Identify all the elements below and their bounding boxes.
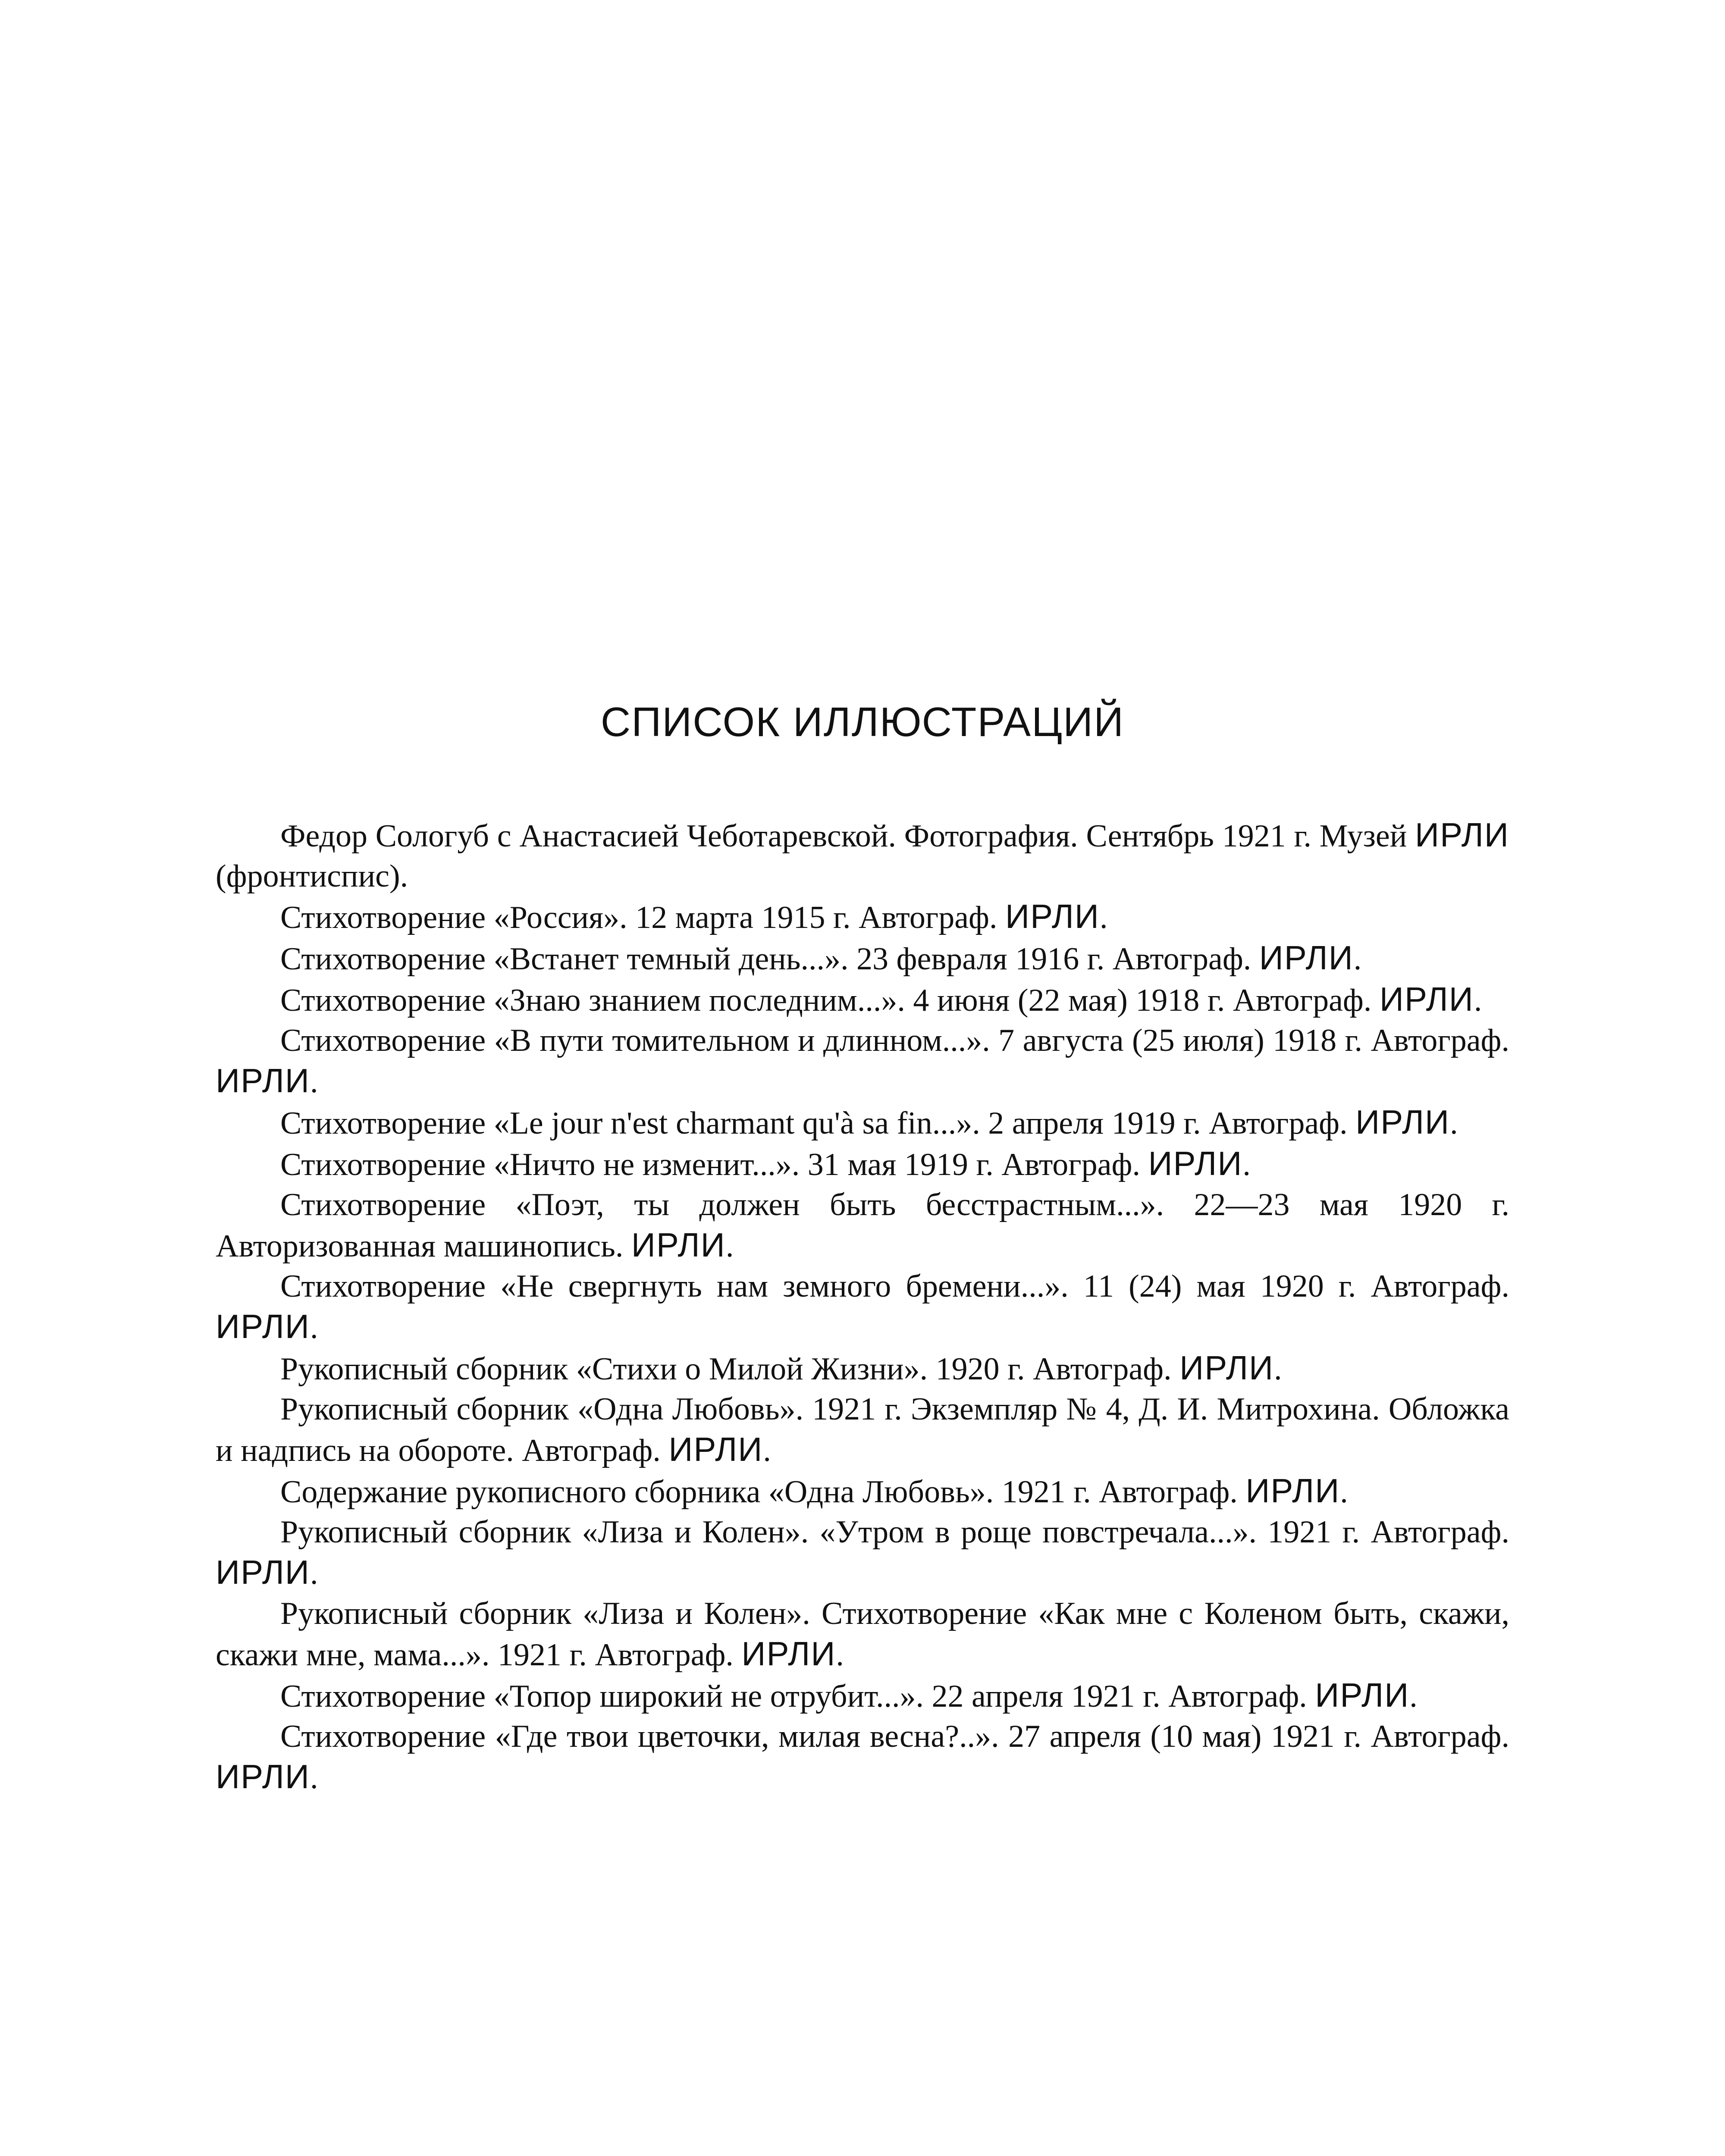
entry-tail: . (1099, 900, 1108, 935)
list-item (216, 1594, 1509, 1675)
entry-tail: . (1274, 1351, 1282, 1387)
entry-tail: . (1450, 1106, 1458, 1141)
archive-abbreviation: ИРЛИ (1148, 1144, 1243, 1182)
entry-tail: . (1340, 1474, 1348, 1510)
archive-abbreviation: ИРЛИ (1379, 980, 1474, 1018)
entry-tail: . (310, 1310, 318, 1345)
entry-text: Рукописный сборник «Лиза и Колен». «Утром в роще повстречала...». 1921 г. Автограф. (280, 1514, 1509, 1550)
entry-tail: . (1409, 1679, 1418, 1714)
archive-abbreviation: ИРЛИ (216, 1553, 310, 1591)
entry-tail: . (310, 1556, 318, 1591)
entry-tail: . (1353, 941, 1362, 977)
archive-abbreviation: ИРЛИ (631, 1226, 726, 1264)
page-title: СПИСОК ИЛЛЮСТРАЦИЙ (600, 699, 1125, 745)
list-item (216, 1471, 1509, 1512)
entry-text: Стихотворение «В пути томительном и длинном...». 7 августа (25 июля) 1918 г. Автограф. (280, 1023, 1509, 1058)
archive-abbreviation: ИРЛИ (216, 1307, 310, 1345)
entry-text: Рукописный сборник «Лиза и Колен». Стихотворение «Как мне с Коленом быть, скажи, скажи мне, мама...». 1921 г. Автограф. (216, 1596, 1509, 1673)
entry-text: Рукописный сборник «Одна Любовь». 1921 г. Экземпляр № 4, Д. И. Митрохина. Обложка и надпись на обороте. Автограф. (216, 1391, 1509, 1468)
list-item (216, 1185, 1509, 1266)
list-item (216, 896, 1509, 938)
archive-abbreviation: ИРЛИ (216, 1062, 310, 1100)
archive-abbreviation: ИРЛИ (1315, 1676, 1410, 1714)
archive-abbreviation: ИРЛИ (668, 1430, 763, 1468)
entry-tail: . (1242, 1147, 1251, 1182)
entry-tail: . (1474, 983, 1482, 1018)
list-item (216, 979, 1509, 1021)
entry-text: Федор Сологуб с Анастасией Чеботаревской. Фотография. Сентябрь 1921 г. Музей (280, 818, 1415, 854)
entry-tail: . (763, 1433, 771, 1468)
list-item (216, 1512, 1509, 1594)
entry-text: Стихотворение «Le jour n'est charmant qu'à sa fin...». 2 апреля 1919 г. Автограф. (280, 1106, 1356, 1141)
entry-tail: (фронтиспис). (216, 859, 408, 894)
entry-text: Стихотворение «Топор широкий не отрубит...». 22 апреля 1921 г. Автограф. (280, 1679, 1315, 1714)
list-item (216, 1102, 1509, 1144)
list-item (216, 1389, 1509, 1471)
entry-text: Стихотворение «Встанет темный день...». 23 февраля 1916 г. Автограф. (280, 941, 1259, 977)
entry-text: Стихотворение «Ничто не изменит...». 31 мая 1919 г. Автограф. (280, 1147, 1148, 1182)
list-item (216, 815, 1509, 896)
entry-tail: . (836, 1637, 844, 1673)
illustrations-list (216, 815, 1509, 1798)
archive-abbreviation: ИРЛИ (216, 1758, 310, 1796)
entry-text: Стихотворение «Россия». 12 марта 1915 г. Автограф. (280, 900, 1006, 935)
list-item (216, 1348, 1509, 1389)
entry-tail: . (310, 1760, 318, 1796)
list-item (216, 1021, 1509, 1102)
entry-text: Стихотворение «Знаю знанием последним...». 4 июня (22 мая) 1918 г. Автограф. (280, 983, 1380, 1018)
entry-text: Содержание рукописного сборника «Одна Любовь». 1921 г. Автограф. (280, 1474, 1246, 1510)
entry-text: Рукописный сборник «Стихи о Милой Жизни». 1920 г. Автограф. (280, 1351, 1180, 1387)
entry-tail: . (310, 1064, 318, 1100)
archive-abbreviation: ИРЛИ (1179, 1349, 1274, 1387)
archive-abbreviation: ИРЛИ (741, 1635, 836, 1673)
list-item (216, 1266, 1509, 1348)
entry-text: Стихотворение «Где твои цветочки, милая весна?..». 27 апреля (10 мая) 1921 г. Автограф. (280, 1719, 1509, 1754)
archive-abbreviation: ИРЛИ (1415, 816, 1509, 854)
list-item (216, 1675, 1509, 1717)
archive-abbreviation: ИРЛИ (1355, 1103, 1450, 1141)
list-item (216, 1717, 1509, 1798)
entry-text: Стихотворение «Поэт, ты должен быть бесстрастным...». 22—23 мая 1920 г. Авторизованная машинопись. (216, 1187, 1509, 1264)
archive-abbreviation: ИРЛИ (1245, 1472, 1340, 1510)
list-item (216, 938, 1509, 979)
entry-tail: . (725, 1228, 734, 1264)
entry-text: Стихотворение «Не свергнуть нам земного бремени...». 11 (24) мая 1920 г. Автограф. (280, 1269, 1509, 1304)
archive-abbreviation: ИРЛИ (1259, 939, 1354, 977)
list-item (216, 1144, 1509, 1185)
archive-abbreviation: ИРЛИ (1005, 897, 1100, 935)
